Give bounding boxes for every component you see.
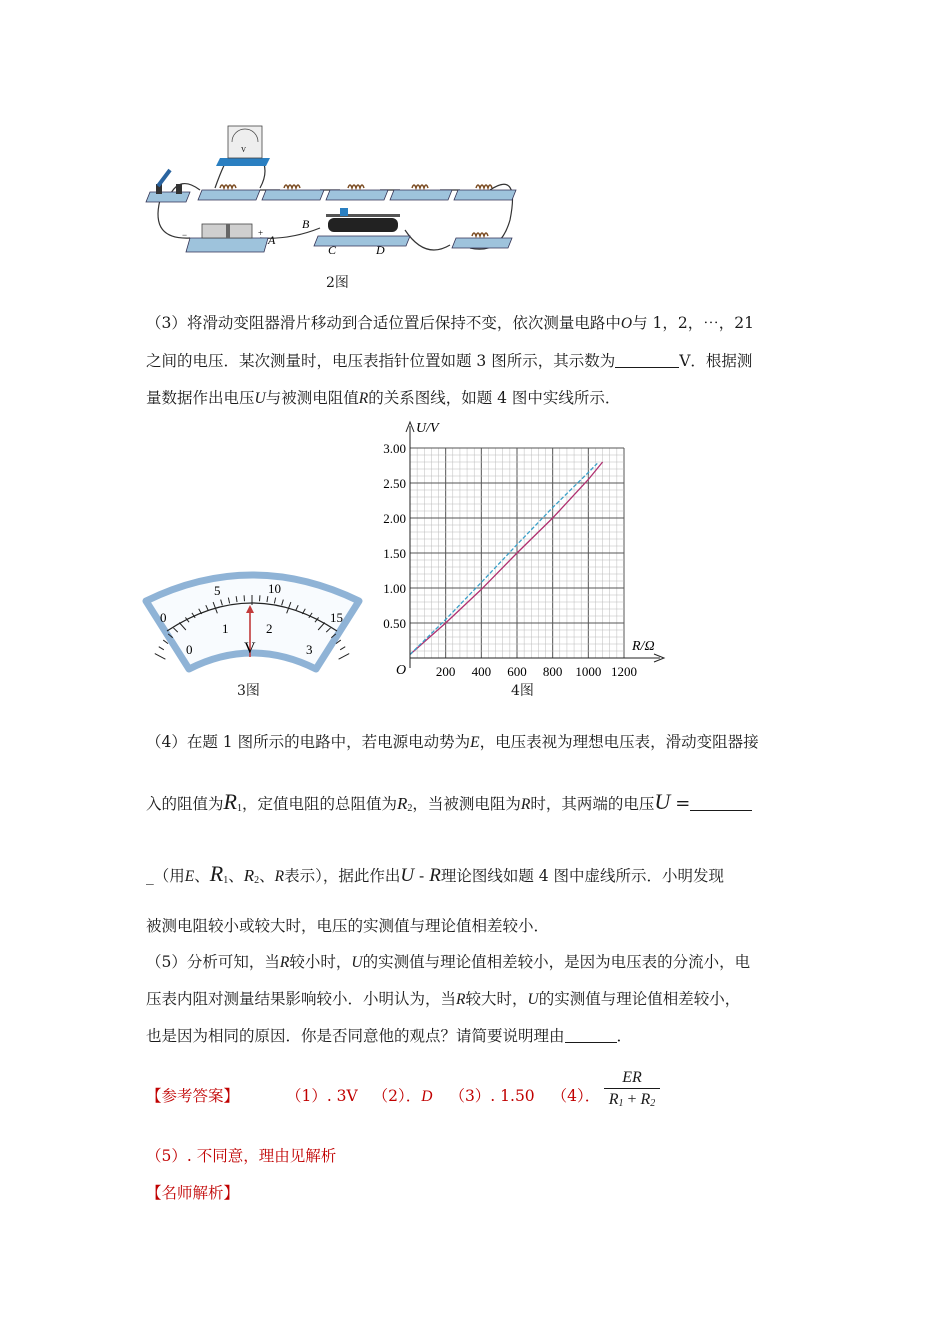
q3-line-1: （3）将滑动变阻器滑片移动到合适位置后保持不变，依次测量电路中O与 1，2，⋯，21 <box>146 314 754 332</box>
voltmeter-icon <box>216 126 270 166</box>
origin-label: O <box>396 663 407 678</box>
meter-tick <box>159 647 164 650</box>
svg-text:0: 0 <box>160 610 167 625</box>
svg-text:B: B <box>302 217 310 231</box>
answer-label: 【参考答案】 <box>146 1087 240 1105</box>
series-theory-dashed-line <box>410 463 597 654</box>
meter-tick <box>339 654 350 660</box>
battery-icon <box>182 224 276 252</box>
answer-5: （5）. 不同意，理由见解析 <box>146 1147 337 1165</box>
q4-answer-blank[interactable] <box>690 796 752 811</box>
q4-line-3: _（用E、$R_1$、$R_2$、R表示），据此作出U - R理论图线如题 4 图中虚线所示．小明发现 <box>146 861 725 886</box>
q4-line-2: 入的阻值为$R_1$，定值电阻的总阻值为$R_2$，当被测电阻为R时，其两端的电压U = <box>146 788 752 816</box>
figure-4-caption: 4图 <box>511 683 534 699</box>
x-tick-label: 1200 <box>611 664 637 679</box>
x-tick-label: 200 <box>435 664 456 679</box>
q4-line-1: （4）在题 1 图所示的电路中，若电源电动势为E，电压表视为理想电压表，滑动变阻器接 <box>146 733 759 751</box>
x-tick-label: 800 <box>542 664 563 679</box>
answer-line: 【参考答案】 （1）. 3V （2）．D （3）. 1.50 （4）． <box>146 1087 601 1105</box>
svg-text:−: − <box>182 230 188 240</box>
svg-text:10: 10 <box>268 581 281 596</box>
svg-text:A: A <box>268 233 276 247</box>
svg-text:C: C <box>328 243 337 257</box>
y-tick-label: 2.00 <box>383 511 406 526</box>
y-tick-label: 1.00 <box>383 581 406 596</box>
x-tick-label: 600 <box>507 664 527 679</box>
switch-icon <box>146 170 190 202</box>
svg-text:1: 1 <box>222 621 229 636</box>
q4-line-4: 被测电阻较小或较大时，电压的实测值与理论值相差较小． <box>146 917 550 935</box>
q5-line-3: 也是因为相同的原因．你是否同意他的观点？请简要说明理由 ． <box>146 1027 633 1045</box>
figure-3-caption: 3图 <box>237 683 260 699</box>
rheostat-icon <box>302 208 410 257</box>
y-tick-label: 0.50 <box>383 616 406 631</box>
figure-2-caption: 2图 <box>326 275 349 291</box>
svg-text:3: 3 <box>306 642 313 657</box>
q5-line-2: 压表内阻对测量结果影响较小．小明认为，当R较大时，U的实测值与理论值相差较小， <box>146 990 741 1008</box>
svg-text:V: V <box>241 146 247 154</box>
svg-text:V: V <box>244 640 256 657</box>
y-tick-label: 1.50 <box>383 546 406 561</box>
q3-answer-blank[interactable] <box>615 353 679 368</box>
q3-line-3: 量数据作出电压U与被测电阻值R的关系图线，如题 4 图中实线所示． <box>146 389 621 407</box>
figure-2-circuit <box>140 120 530 270</box>
svg-text:2: 2 <box>266 621 273 636</box>
y-tick-label: 2.50 <box>383 476 406 491</box>
x-tick-label: 1000 <box>575 664 602 679</box>
analysis-label: 【名师解析】 <box>146 1184 240 1202</box>
y-tick-label: 3.00 <box>383 441 406 456</box>
answer-fraction: ER $R_1 + R_2$ <box>604 1068 660 1115</box>
meter-tick <box>340 647 345 650</box>
meter-tick <box>155 654 166 660</box>
svg-text:5: 5 <box>214 583 221 598</box>
x-tick-label: 400 <box>471 664 492 679</box>
svg-text:D: D <box>376 243 385 257</box>
q5-line-1: （5）分析可知，当R较小时，U的实测值与理论值相差较小，是因为电压表的分流小，电 <box>146 953 751 971</box>
figure-4-chart <box>368 418 668 684</box>
series-measured-solid-line <box>410 462 603 655</box>
q5-answer-blank[interactable] <box>565 1028 617 1043</box>
svg-text:0: 0 <box>186 642 193 657</box>
q3-line-2: 之间的电压．某次测量时，电压表指针位置如题 3 图所示，其示数为 V．根据测 <box>146 352 753 370</box>
figure-3-meter <box>140 565 365 685</box>
y-axis-label: U/V <box>416 421 439 436</box>
svg-text:15: 15 <box>330 610 343 625</box>
x-axis-label: R/Ω <box>632 639 655 654</box>
svg-text:+: + <box>258 228 264 238</box>
